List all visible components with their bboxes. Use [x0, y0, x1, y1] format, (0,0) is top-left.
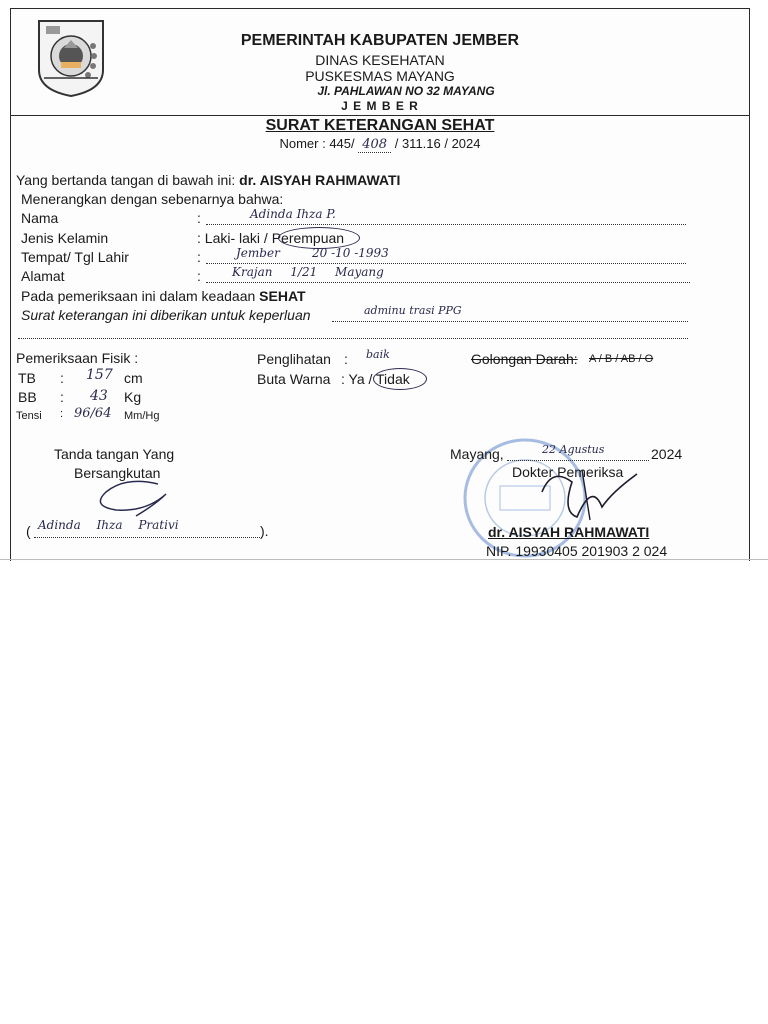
address-line: Jl. PAHLAWAN NO 32 MAYANG — [317, 84, 495, 98]
blood-label: Golongan Darah: — [471, 351, 578, 367]
physical-title: Pemeriksaan Fisik : — [16, 350, 139, 366]
address-label: Alamat — [21, 268, 65, 284]
bb-unit: Kg — [124, 389, 142, 405]
vision-value: baik — [366, 348, 390, 361]
signer-name: dr. AISYAH RAHMAWATI — [239, 172, 401, 188]
left-sign-close: ). — [260, 523, 269, 539]
name-label: Nama — [21, 210, 59, 226]
bb-colon: : — [60, 389, 64, 405]
birth-colon: : — [197, 249, 201, 265]
birth-place: Jember — [236, 246, 280, 260]
bb-value: 43 — [90, 388, 108, 404]
tensi-value: 96/64 — [74, 406, 112, 421]
tb-label: TB — [18, 370, 36, 386]
tensi-unit: Mm/Hg — [124, 410, 160, 422]
gender-options: : Laki- laki / Perempuan — [197, 230, 345, 246]
doctor-nip: NIP. 19930405 201903 2 024 — [486, 543, 668, 559]
name-colon: : — [197, 210, 201, 226]
doctor-signature-scribble-icon — [532, 462, 642, 522]
bb-label: BB — [18, 389, 37, 405]
date-year: 2024 — [651, 446, 683, 462]
left-sign-name: Adinda Ihza Prativi — [38, 518, 179, 532]
statement-line: Menerangkan dengan sebenarnya bahwa: — [21, 191, 284, 207]
condition-label: Pada pemeriksaan ini dalam keadaan — [21, 288, 256, 304]
colorblind-circle-mark — [373, 368, 427, 390]
signer-intro — [16, 172, 400, 188]
name-dotted-line — [206, 224, 686, 225]
left-sign-line1: Tanda tangan Yang — [54, 446, 175, 462]
condition-value: SEHAT — [259, 288, 306, 304]
document-number — [180, 136, 580, 152]
birth-dotted-line — [206, 263, 686, 264]
address-dotted-line — [206, 282, 690, 283]
birth-label: Tempat/ Tgl Lahir — [21, 249, 129, 265]
vision-label: Penglihatan — [257, 351, 331, 367]
address-colon: : — [197, 268, 201, 284]
city-line: J E M B E R — [341, 99, 419, 113]
number-suffix: / 311.16 / 2024 — [394, 136, 481, 151]
number-prefix: Nomer : 445/ — [279, 136, 355, 151]
colorblind-value: : Ya / Tidak — [341, 371, 410, 387]
doctor-role: Dokter Pemeriksa — [512, 464, 624, 480]
condition-line — [21, 288, 306, 304]
purpose-extra-line — [18, 338, 688, 339]
name-value: Adinda Ihza P. — [250, 207, 336, 221]
date-handwritten: 22 Agustus — [542, 443, 605, 456]
tb-unit: cm — [124, 370, 143, 386]
document-title: SURAT KETERANGAN SEHAT — [265, 117, 495, 134]
left-sign-open: ( — [26, 523, 31, 539]
puskesmas-title: PUSKESMAS MAYANG — [305, 68, 455, 84]
left-sign-dotted-line — [34, 537, 262, 538]
left-sign-line2: Bersangkutan — [74, 465, 161, 481]
dept-title: DINAS KESEHATAN — [315, 52, 445, 68]
address-value: Krajan 1/21 Mayang — [232, 265, 384, 279]
doctor-name: dr. AISYAH RAHMAWATI — [488, 524, 650, 540]
gender-label: Jenis Kelamin — [21, 230, 109, 246]
date-dotted-line — [507, 460, 649, 461]
header-divider — [10, 115, 749, 116]
regency-crest-icon — [36, 18, 106, 98]
colorblind-label: Buta Warna — [257, 371, 331, 387]
vision-colon: : — [344, 351, 348, 367]
place-label: Mayang, — [450, 446, 504, 462]
signer-label: Yang bertanda tangan di bawah ini: — [16, 172, 236, 188]
purpose-value: adminu trasi PPG — [364, 304, 462, 317]
tb-colon: : — [60, 370, 64, 386]
gov-title: PEMERINTAH KABUPATEN JEMBER — [240, 32, 520, 49]
tensi-colon: : — [60, 408, 64, 420]
purpose-label: Surat keterangan ini diberikan untuk keperluan — [21, 307, 311, 323]
tensi-label: Tensi — [16, 410, 42, 422]
birth-date: 20 -10 -1993 — [312, 246, 389, 260]
left-signature-scribble-icon — [86, 474, 176, 520]
purpose-dotted-line — [332, 321, 688, 322]
blood-options: A / B / AB / O — [589, 353, 654, 365]
number-handwritten: 408 — [358, 137, 391, 153]
sheet-bottom-edge — [0, 559, 768, 560]
tb-value: 157 — [86, 367, 113, 383]
